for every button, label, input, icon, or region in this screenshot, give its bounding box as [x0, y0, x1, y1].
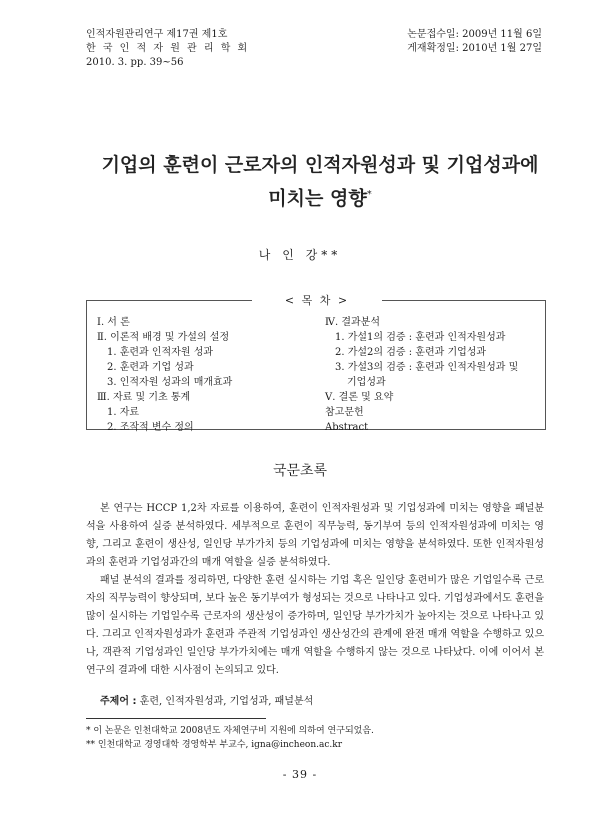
keywords [100, 692, 313, 707]
abstract-paragraph-2: 패널 분석의 결과를 정리하면, 다양한 훈련 실시하는 기업 혹은 일인당 훈련비가 많은 기업일수록 근로자의 직무능력이 향상되며, 보다 높은 동기부여가 형성되는 것으로 나타나고 있다. 기업성과에서도 훈련을 많이 실시하는 기업일수록 근로자의 생산성이 증가하며, 일인당 부가가치가 높아지는 것으로 나타나고 있다. 그리고 인적자원성과가 훈련과 주관적 기업성과인 생산성간의 관계에 완전 매개 역할을 수행하고 있으나, 객관적 기업성과인 일인당 부가가치에는 매개 역할을 수행하지 않는 것으로 나타났다. 이에 이어서 본 연구의 결과에 대한 시사점이 논의되고 있다. [86, 575, 544, 676]
toc-item: 2. 훈련과 기업 성과 [107, 362, 194, 373]
page-number: - 39 - [282, 768, 318, 781]
toc-item: 1. 훈련과 인적자원 성과 [107, 347, 214, 358]
footnote-divider [86, 718, 266, 719]
footnotes [86, 724, 374, 752]
toc-right-column [319, 315, 518, 435]
toc-item: 3. 가설3의 검증 : 훈련과 인적자원성과 및 [335, 362, 519, 373]
toc-item: 1. 자료 [107, 407, 140, 418]
toc-item: Ⅴ. 결론 및 요약 [325, 392, 394, 403]
toc-item: 2. 가설2의 검증 : 훈련과 기업성과 [335, 347, 487, 358]
toc-item: 참고문헌 [325, 407, 364, 418]
abstract-paragraph-1: 본 연구는 HCCP 1,2차 자료를 이용하여, 훈련이 인적자원성과 및 기업성과에 미치는 영향을 패널분석을 사용하여 실증 분석하였다. 세부적으로 훈련이 직무능력, 동기부여 등의 인적자원성과에 미치는 영향, 그리고 훈련이 생산성, 일인당 부가가치 등의 기업성과에 미치는 영향을 분석하였다. 또한 인적자원성과의 훈련과 기업성과간의 매개 역할을 실증 분석하였다. [86, 503, 544, 568]
keywords-label: 주제어 : [100, 696, 137, 707]
toc-item: Ⅳ. 결과분석 [325, 317, 380, 328]
footnote-1: * 이 논문은 인천대학교 2008년도 자체연구비 지원에 의하여 연구되었음. [86, 726, 374, 736]
toc-item: 1. 가설1의 검증 : 훈련과 인적자원성과 [335, 332, 506, 343]
toc-item: 3. 인적자원 성과의 매개효과 [107, 377, 233, 388]
toc-left-column [91, 315, 232, 435]
toc-label: < 목 차 > [252, 292, 382, 308]
section-title: 국문초록 [272, 463, 328, 479]
toc-item: Ⅰ. 서 론 [97, 317, 130, 328]
title-line-2 [40, 180, 600, 213]
toc-item: 기업성과 [347, 377, 386, 388]
toc-item: Ⅱ. 이론적 배경 및 가설의 설정 [97, 332, 230, 343]
accepted-date: 게재확정일: 2010년 1월 27일 [407, 43, 542, 54]
issue-info: 2010. 3. pp. 39~56 [86, 57, 184, 68]
title-footnote-mark: * [366, 189, 372, 200]
toc-item: Ⅲ. 자료 및 기초 통계 [97, 392, 191, 403]
table-of-contents [86, 294, 546, 433]
society-name: 한 국 인 적 자 원 관 리 학 회 [86, 43, 250, 54]
paper-title [40, 150, 600, 213]
title-line-2-text: 미치는 영향 [268, 187, 367, 210]
keywords-value: 훈련, 인적자원성과, 기업성과, 패널분석 [139, 696, 314, 707]
toc-item: Abstract [325, 422, 369, 433]
author-name: 나 인 강** [258, 248, 342, 262]
footnote-2: ** 인천대학교 경영대학 경영학부 부교수, igna@incheon.ac.kr [86, 740, 343, 750]
journal-name: 인적자원관리연구 제17권 제1호 [86, 29, 228, 40]
received-date: 논문접수일: 2009년 11월 6일 [407, 29, 542, 40]
toc-item: 2. 조작적 변수 정의 [107, 422, 194, 433]
abstract-body [86, 500, 544, 680]
submission-dates [407, 28, 542, 56]
title-line-1: 기업의 훈련이 근로자의 인적자원성과 및 기업성과에 [101, 154, 539, 176]
journal-header [86, 28, 249, 70]
